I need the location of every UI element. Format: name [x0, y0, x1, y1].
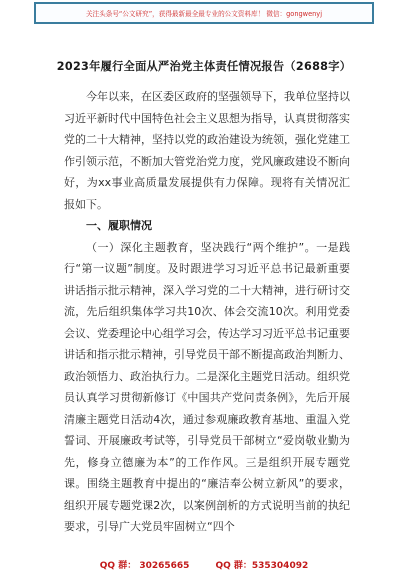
section-heading: 一、履职情况: [86, 219, 152, 232]
document-title: 2023年履行全面从严治党主体责任情况报告（2688字）: [56, 60, 352, 73]
footer-contact-bar: [0, 558, 408, 574]
qq-group-1: QQ 群： 30265665: [99, 561, 190, 571]
promo-banner: [34, 2, 374, 24]
intro-paragraph: 今年以来，在区委区政府的坚强领导下，我单位坚持以习近平新时代中国特色社会主义思想为指导，认真贯彻落实党的二十大精神，坚持以党的政治建设为统领，强化党建工作引领示范，不断加大管党治党力度，党风廉政建设不断向好，为xx事业高质量发展提供有力保障。现将有关情况汇报如下。: [64, 90, 350, 211]
promo-banner-text: 关注头条号“公文研究”，获得最新最全最专业的公文资料库！ 微信：gongwenyj: [85, 10, 323, 18]
qq-group-2: QQ 群：535304092: [215, 561, 309, 571]
section-paragraph: （一）深化主题教育，坚决践行“两个维护”。一是践行“第一议题”制度。及时跟进学习习近平总书记最新重要讲话指示批示精神，深入学习党的二十大精神，进行研讨交流，先后组织集体学习共10次、体会交流10次。利用党委会议、党委理论中心组学习会，传达学习习近平总书记重要讲话和指示批示精神，引导党员干部不断提高政治判断力、政治领悟力、政治执行力。二是深化主题党日活动。组织党员认真学习贯彻新修订《中国共产党问责条例》，先后开展清廉主题党日活动4次，通过参观廉政教育基地、重温入党誓词、开展廉政考试等，引导党员干部树立“爱岗敬业勤为先，修身立德廉为本”的工作作风。三是组织开展专题党课。围绕主题教育中提出的“廉洁奉公树立新风”的要求，组织开展专题党课2次，以案例剖析的方式说明当前的执纪要求，引导广大党员牢固树立“四个: [64, 240, 350, 533]
document-body: [64, 86, 350, 538]
